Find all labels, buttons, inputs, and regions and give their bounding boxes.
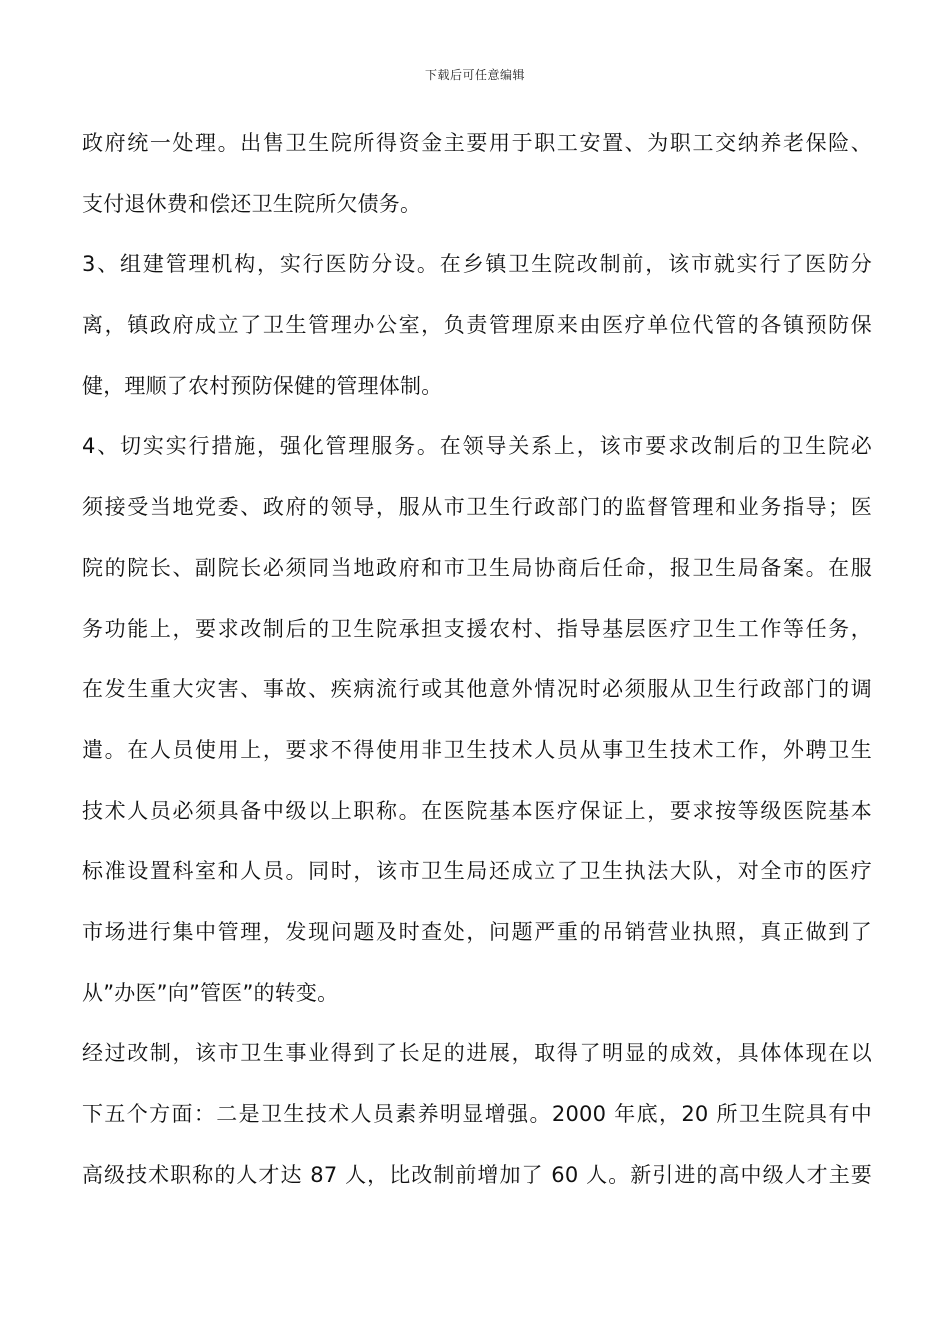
text-line: 下五个方面：二是卫生技术人员素养明显增强。2000 年底，20 所卫生院具有中 — [82, 1102, 872, 1126]
text-line: 经过改制，该市卫生事业得到了长足的进展，取得了明显的成效，具体体现在以 — [82, 1041, 872, 1066]
text-line: 离，镇政府成立了卫生管理办公室，负责管理原来由医疗单位代管的各镇预防保 — [82, 313, 872, 338]
text-line: 4、切实实行措施，强化管理服务。在领导关系上，该市要求改制后的卫生院必 — [82, 434, 872, 459]
text-line: 须接受当地党委、政府的领导，服从市卫生行政部门的监督管理和业务指导；医 — [82, 495, 872, 520]
page-header: 下载后可任意编辑 — [424, 68, 525, 82]
text-line: 3、组建管理机构，实行医防分设。在乡镇卫生院改制前，该市就实行了医防分 — [82, 252, 872, 277]
body-text — [82, 113, 872, 1205]
text-line: 技术人员必须具备中级以上职称。在医院基本医疗保证上，要求按等级医院基本 — [82, 798, 872, 823]
text-line: 市场进行集中管理，发现问题及时查处，问题严重的吊销营业执照，真正做到了 — [82, 919, 872, 944]
text-line: 高级技术职称的人才达 87 人，比改制前增加了 60 人。新引进的高中级人才主要 — [82, 1162, 872, 1187]
text-line: 遣。在人员使用上，要求不得使用非卫生技术人员从事卫生技术工作，外聘卫生 — [82, 737, 872, 762]
text-line: 健，理顺了农村预防保健的管理体制。 — [82, 373, 443, 398]
text-line: 从”办医”向”管医”的转变。 — [82, 980, 339, 1005]
text-line: 标准设置科室和人员。同时，该市卫生局还成立了卫生执法大队，对全市的医疗 — [82, 859, 872, 884]
text-line: 院的院长、副院长必须同当地政府和市卫生局协商后任命，报卫生局备案。在服 — [82, 555, 872, 580]
text-line: 支付退休费和偿还卫生院所欠债务。 — [82, 191, 422, 216]
text-line: 政府统一处理。出售卫生院所得资金主要用于职工安置、为职工交纳养老保险、 — [82, 131, 872, 155]
text-line: 务功能上，要求改制后的卫生院承担支援农村、指导基层医疗卫生工作等任务， — [82, 616, 872, 641]
text-line: 在发生重大灾害、事故、疾病流行或其他意外情况时必须服从卫生行政部门的调 — [82, 677, 872, 702]
